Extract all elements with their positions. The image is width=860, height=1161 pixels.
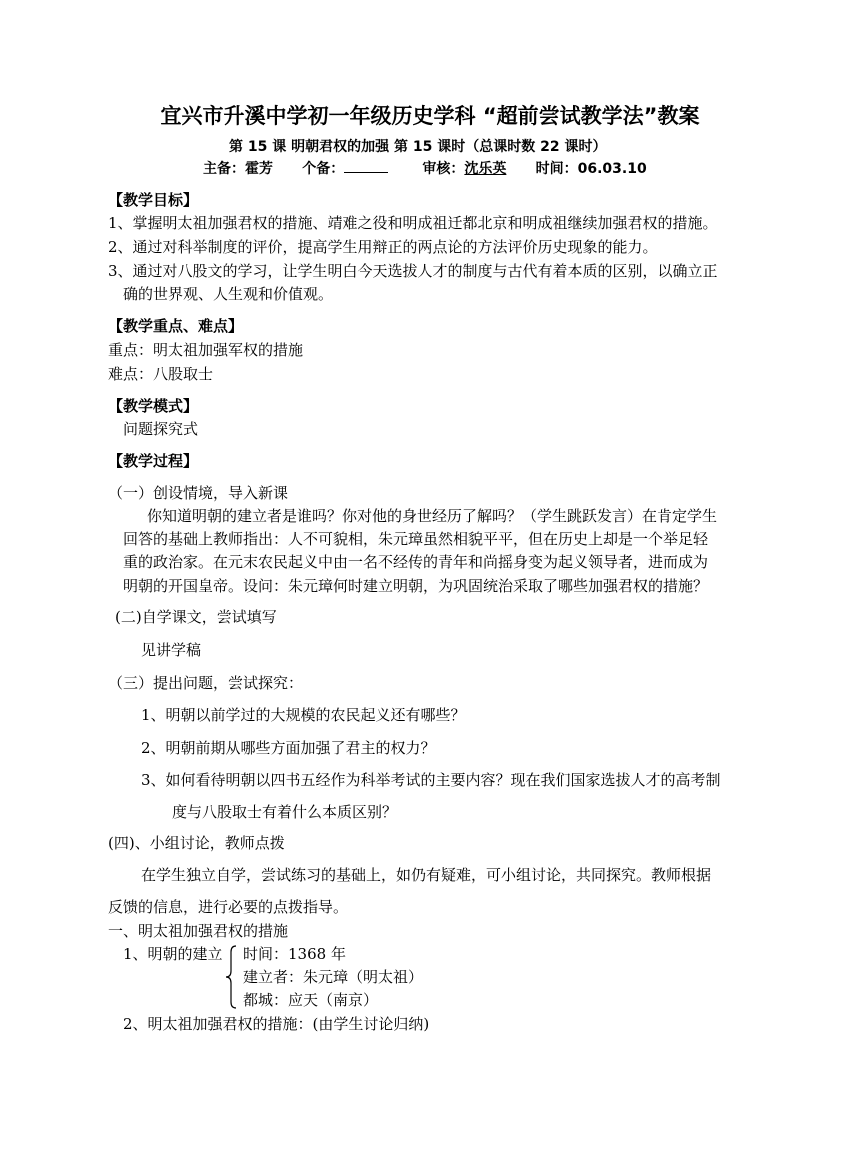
founding-item: 都城：应天（南京） [243, 991, 379, 1009]
lesson-subtitle: 第 15 课 明朝君权的加强 第 15 课时（总课时数 22 课时） [229, 139, 607, 155]
prep-label: 个备： [302, 161, 345, 177]
step4-line: 反馈的信息，进行必要的点拨指导。 [108, 898, 349, 916]
goal-item: 确的世界观、人生观和价值观。 [123, 285, 334, 303]
mode-value: 问题探究式 [123, 420, 199, 438]
review-label: 审核： [422, 161, 465, 177]
goal-item: 3、通过对八股文的学习，让学生明白今天选拔人才的制度与古代有着本质的区别，以确立正 [108, 262, 718, 280]
step2-body: 见讲学稿 [141, 641, 202, 659]
step1-line: 回答的基础上教师指出：人不可貌相，朱元璋虽然相貌平平，但在历史上却是一个举足轻 [123, 530, 709, 548]
step1-line: 明朝的开国皇帝。设问：朱元璋何时建立明朝，为巩固统治采取了哪些加强君权的措施？ [123, 577, 709, 595]
measures-item: 2、明太祖加强君权的措施：(由学生讨论归纳) [123, 1015, 430, 1033]
curly-brace-icon [224, 944, 238, 1010]
time-label: 时间：06.03.10 [535, 161, 647, 177]
founding-item: 时间：1368 年 [243, 945, 346, 963]
reviewer-name: 沈乐英 [464, 161, 507, 177]
step4-line: 在学生独立自学，尝试练习的基础上，如仍有疑难，可小组讨论，共同探究。教师根据 [141, 866, 712, 884]
step2-title: (二)自学课文，尝试填写 [115, 608, 277, 626]
goals-heading: 【教学目标】 [108, 191, 199, 209]
outline-title: 一、明太祖加强君权的措施 [108, 922, 289, 940]
step4-title: (四)、小组讨论，教师点拨 [108, 834, 285, 852]
step1-line: 你知道明朝的建立者是谁吗？你对他的身世经历了解吗？（学生跳跃发言）在肯定学生 [147, 507, 718, 525]
mode-heading: 【教学模式】 [108, 397, 199, 415]
step3-item: 3、如何看待明朝以四书五经作为科举考试的主要内容？现在我们国家选拔人才的高考制 [141, 771, 721, 789]
founding-label: 1、明朝的建立 [123, 945, 223, 963]
document-title: 宜兴市升溪中学初一年级历史学科 “超前尝试教学法”教案 [160, 104, 700, 128]
prep-blank [344, 158, 388, 173]
meta-line [203, 158, 647, 180]
step3-item: 1、明朝以前学过的大规模的农民起义还有哪些？ [141, 706, 466, 724]
goal-item: 2、通过对科举制度的评价，提高学生用辩正的两点论的方法评价历史现象的能力。 [108, 238, 658, 256]
step3-item: 2、明朝前期从哪些方面加强了君主的权力？ [141, 739, 436, 757]
difficulty-point: 难点：八股取士 [108, 365, 214, 383]
step3-item: 度与八股取士有着什么本质区别？ [172, 803, 398, 821]
founding-item: 建立者：朱元璋（明太祖） [243, 968, 424, 986]
process-heading: 【教学过程】 [108, 452, 199, 470]
step1-title: （一）创设情境，导入新课 [108, 484, 289, 502]
goal-item: 1、掌握明太祖加强君权的措施、靖难之役和明成祖迁都北京和明成祖继续加强君权的措施。 [108, 214, 718, 232]
focus-point: 重点：明太祖加强军权的措施 [108, 341, 304, 359]
step1-line: 重的政治家。在元末农民起义中由一名不经传的青年和尚摇身变为起义领导者，进而成为 [123, 553, 709, 571]
author-label: 主备：霍芳 [203, 161, 273, 177]
step3-title: （三）提出问题，尝试探究： [108, 674, 304, 692]
keypoints-heading: 【教学重点、难点】 [108, 317, 244, 335]
